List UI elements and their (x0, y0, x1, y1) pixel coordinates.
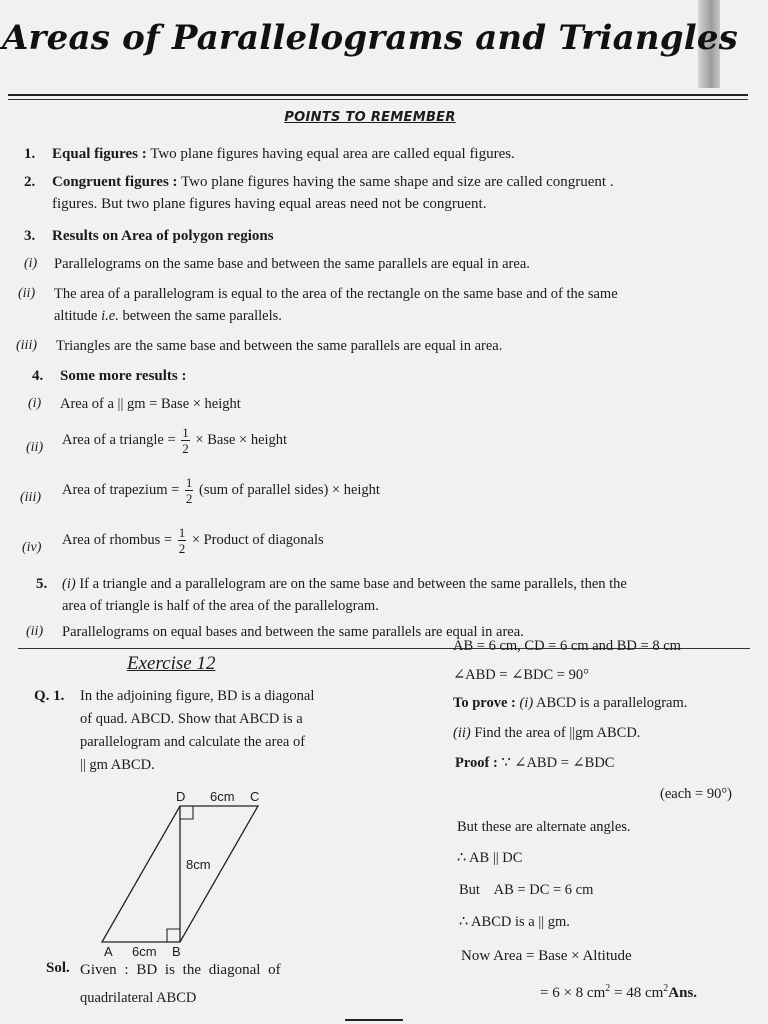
question-1-line-3: parallelogram and calculate the area of (80, 734, 306, 750)
point-4-i-roman: (i) (28, 396, 42, 411)
top-side-length: 6cm (210, 789, 235, 804)
vertex-c-label: C (250, 789, 260, 804)
question-1-line-2: of quad. ABCD. Show that ABCD is a (80, 711, 303, 727)
height-length: 8cm (186, 857, 211, 872)
solution-label: Sol. (46, 960, 70, 976)
solution-given-line-1: Given : BD is the diagonal of (80, 962, 281, 978)
question-1-line-4: || gm ABCD. (80, 757, 155, 773)
vertex-d-label: D (176, 789, 186, 804)
solution-given-line-2: quadrilateral ABCD (80, 990, 197, 1006)
proof-line-1: Proof : ∵ ∠ABD = ∠BDC (455, 755, 615, 771)
point-1-term: Equal figures : (52, 146, 147, 162)
point-5-ii-text: Parallelograms on equal bases and between the same parallels are equal in area. (62, 624, 524, 640)
point-5-ii-roman: (ii) (26, 624, 44, 639)
fraction-half: $\frac{1}{2}$ (185, 475, 193, 507)
proof-ab-equals-dc: But AB = DC = 6 cm (459, 882, 594, 898)
points-heading: POINTS TO REMEMBER (284, 110, 456, 125)
right-angle-mark-b (167, 929, 180, 942)
area-result: = 6 × 8 $cm^2 = 48$ $cm^2Ans$. (540, 983, 698, 1001)
point-5-i-line-1: (i) If a triangle and a parallelogram are on the same base and between the same parallels, then the (62, 576, 627, 592)
point-3-number: 3. (24, 228, 36, 244)
bottom-side-length: 6cm (132, 944, 157, 959)
point-4-iv-formula: Area of rhombus = $\frac{1}{2}$ × Product of diagonals (62, 525, 324, 557)
point-2-text-1: Two plane figures having the same shape and size are called congruent . (177, 174, 614, 190)
point-2-text-2: figures. But two plane figures having equal areas need not be congruent. (52, 196, 487, 212)
point-1-text: Two plane figures having equal area are called equal figures. (146, 146, 515, 162)
to-prove-line-2: (ii) Find the area of ||gm ABCD. (453, 725, 641, 741)
point-4-iv-roman: (iv) (22, 540, 42, 555)
point-4-iii-roman: (iii) (20, 490, 41, 505)
point-5-number: 5. (36, 576, 48, 592)
point-3-ii-text-2: altitude i.e. between the same parallels. (54, 308, 282, 324)
question-1-label: Q. 1. (34, 688, 65, 704)
point-1-number: 1. (24, 146, 36, 162)
vertex-a-label: A (104, 944, 113, 959)
exercise-heading: Exercise 12 (127, 653, 216, 674)
point-3-i-text: Parallelograms on the same base and between the same parallels are equal in area. (54, 256, 530, 272)
point-3-ii-roman: (ii) (18, 286, 36, 301)
fraction-half: $\frac{1}{2}$ (178, 525, 186, 557)
area-formula: Now Area = Base × Altitude (461, 948, 632, 964)
point-4-i-text: Area of a || gm = Base × height (60, 396, 241, 412)
point-2-term: Congruent figures : (52, 174, 178, 190)
fraction-half: $\frac{1}{2}$ (182, 425, 189, 457)
proof-ab-parallel-dc: ∴ AB || DC (457, 850, 523, 866)
point-4-iii-formula: Area of trapezium = $\frac{1}{2}$ (sum of parallel sides) × height (62, 475, 380, 507)
proof-alternate-angles: But these are alternate angles. (457, 819, 631, 835)
point-4-term: Some more results : (60, 368, 187, 384)
question-1-line-1: In the adjoining figure, BD is a diagonal (80, 688, 315, 704)
given-angles: ∠ABD = ∠BDC = 90° (453, 667, 589, 683)
point-4-ii-roman: (ii) (26, 440, 44, 455)
point-5-i-line-2: area of triangle is half of the area of the parallelogram. (62, 598, 379, 614)
point-4-ii-formula: Area of a triangle = $\frac{1}{2}$ × Base × height (62, 425, 288, 457)
proof-each-90: (each = 90°) (660, 786, 732, 802)
point-3-term: Results on Area of polygon regions (52, 228, 274, 244)
proof-is-parallelogram: ∴ ABCD is a || gm. (459, 914, 570, 930)
page-title: Areas of Parallelograms and Triangles (1, 18, 739, 58)
given-lengths: AB = 6 cm, CD = 6 cm and BD = 8 cm (453, 638, 681, 654)
to-prove-line-1: To prove : (i) ABCD is a parallelogram. (453, 695, 688, 711)
point-3-iii-text: Triangles are the same base and between the same parallels are equal in area. (56, 338, 503, 354)
point-2-number: 2. (24, 174, 36, 190)
point-3-i-roman: (i) (24, 256, 38, 271)
right-angle-mark-d (180, 806, 193, 819)
point-4-number: 4. (32, 368, 44, 384)
point-3-ii-text: The area of a parallelogram is equal to the area of the rectangle on the same base and of the same (54, 286, 618, 302)
vertex-b-label: B (172, 944, 181, 959)
page-footer-mark (345, 1019, 403, 1021)
point-3-iii-roman: (iii) (16, 338, 37, 353)
